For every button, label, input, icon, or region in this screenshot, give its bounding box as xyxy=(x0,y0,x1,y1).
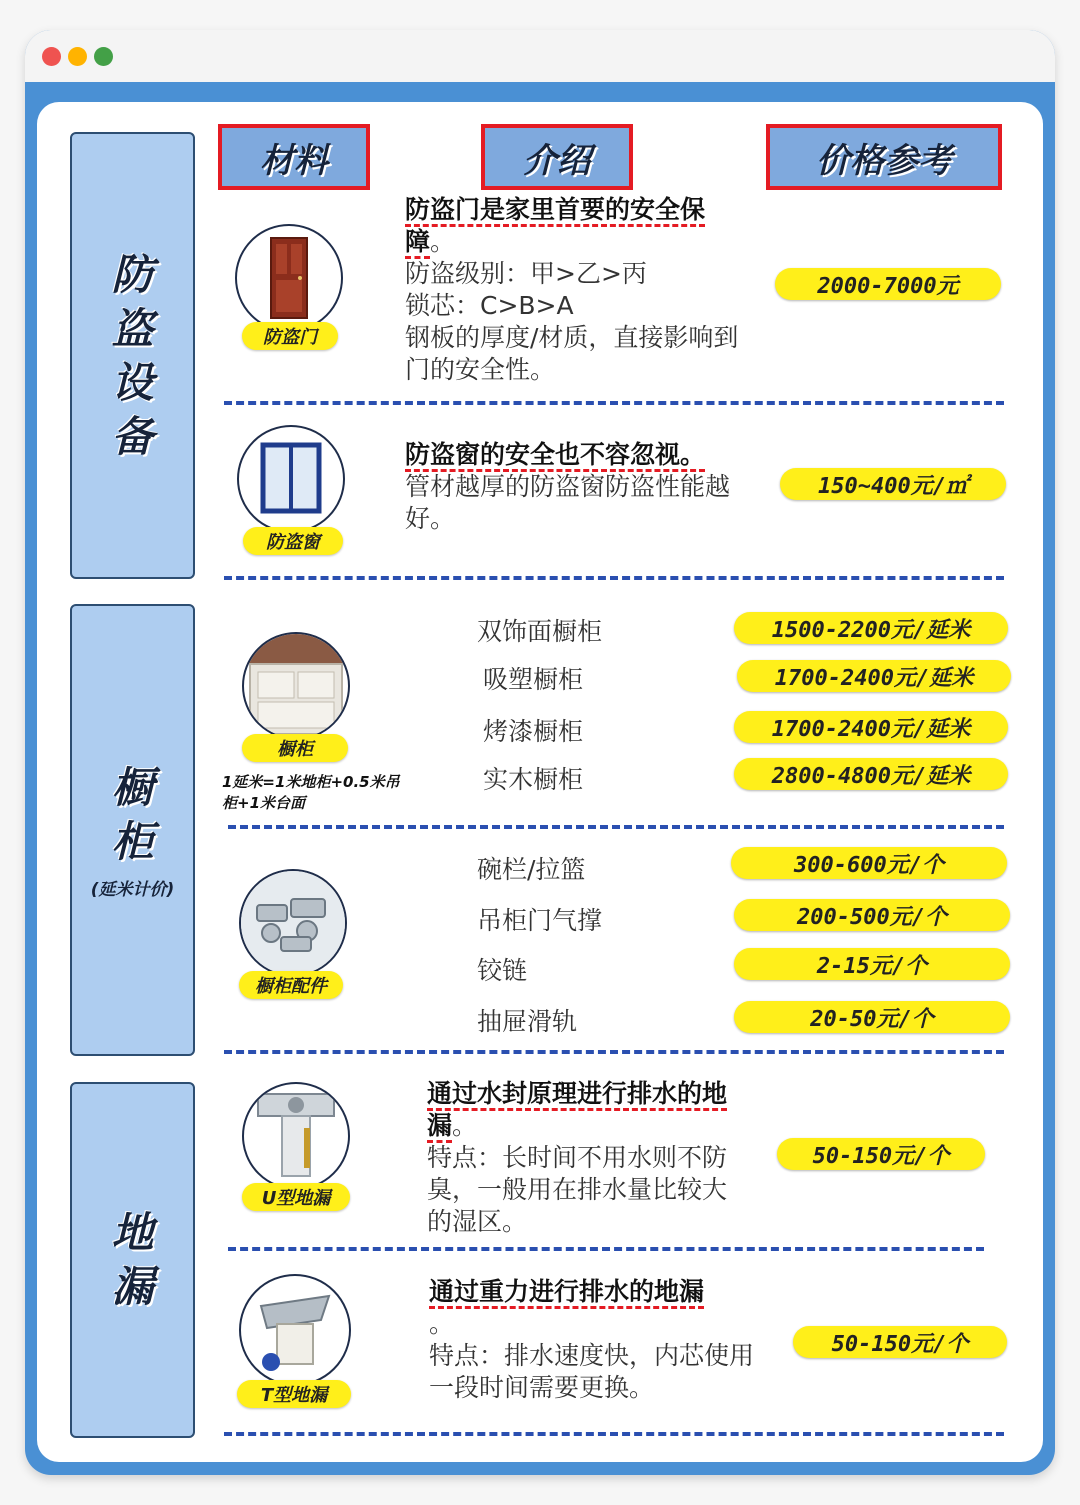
u-drain-icon xyxy=(244,1084,348,1188)
category-char: 漏 xyxy=(111,1262,154,1311)
cabinet-item-price: 1700-2400元/延米 xyxy=(734,711,1008,743)
t-drain-intro xyxy=(429,1276,754,1404)
u-drain-intro-period: 。 xyxy=(452,1111,478,1140)
accessories-label: 橱柜配件 xyxy=(239,971,343,999)
window-intro-text: 管材越厚的防盗窗防盗性能越好。 xyxy=(405,472,731,533)
u-drain-image xyxy=(242,1082,350,1190)
divider xyxy=(228,825,1004,829)
cabinet-item-name: 实木橱柜 xyxy=(483,765,584,794)
category-char: 设 xyxy=(111,357,154,407)
door-intro xyxy=(405,194,750,386)
divider xyxy=(224,1050,1004,1054)
t-drain-label: T型地漏 xyxy=(237,1380,351,1408)
divider xyxy=(224,1432,1004,1436)
door-intro-highlight: 防盗门是家里首要的安全保障 xyxy=(405,195,706,256)
category-char: 备 xyxy=(111,411,154,461)
cabinet-icon xyxy=(244,634,348,738)
u-drain-intro xyxy=(427,1078,747,1238)
minimize-dot-icon[interactable] xyxy=(68,47,87,66)
cabinet-item-price: 1700-2400元/延米 xyxy=(737,660,1011,692)
header-intro: 介绍 xyxy=(481,124,633,190)
accessory-item-name: 吊柜门气撑 xyxy=(477,906,603,935)
maximize-dot-icon[interactable] xyxy=(94,47,113,66)
category-char: 盗 xyxy=(111,303,154,353)
accessory-item-name: 抽屉滑轨 xyxy=(477,1007,578,1036)
window-price: 150~400元/㎡ xyxy=(780,468,1006,500)
door-image xyxy=(235,224,343,332)
accessory-item-name: 碗栏/拉篮 xyxy=(477,855,586,884)
category-note: (延米计价) xyxy=(90,879,175,900)
category-char: 防 xyxy=(111,249,154,299)
door-intro-line: 防盗级别：甲>乙>丙 xyxy=(405,259,647,288)
door-label: 防盗门 xyxy=(242,322,338,350)
window-intro-highlight: 防盗窗的安全也不容忽视。 xyxy=(405,440,706,469)
door-price: 2000-7000元 xyxy=(775,268,1001,300)
category-char: 橱 xyxy=(111,762,154,812)
t-drain-price: 50-150元/个 xyxy=(793,1326,1007,1358)
door-intro-line: 锁芯：C>B>A xyxy=(405,291,574,320)
cabinet-item-name: 吸塑橱柜 xyxy=(483,665,584,694)
t-drain-icon xyxy=(241,1276,349,1384)
cabinet-label: 橱柜 xyxy=(242,734,348,762)
header-price: 价格参考 xyxy=(766,124,1002,190)
hinge-icon xyxy=(241,871,345,975)
t-drain-intro-period: 。 xyxy=(429,1309,455,1338)
category-char: 地 xyxy=(111,1208,154,1257)
divider xyxy=(224,576,1004,580)
accessory-item-price: 2-15元/个 xyxy=(734,948,1010,980)
u-drain-price: 50-150元/个 xyxy=(777,1138,985,1170)
cabinet-unit-note: 1延米=1米地柜+0.5米吊柜+1米台面 xyxy=(222,773,400,812)
cabinet-item-name: 烤漆橱柜 xyxy=(483,717,584,746)
door-intro-line: 钢板的厚度/材质，直接影响到门的安全性。 xyxy=(405,323,739,384)
u-drain-intro-text: 特点：长时间不用水则不防臭，一般用在排水量比较大的湿区。 xyxy=(427,1143,728,1236)
title-bar xyxy=(25,30,1055,82)
door-icon xyxy=(237,226,341,330)
category-char: 柜 xyxy=(111,816,154,866)
cabinet-item-price: 1500-2200元/延米 xyxy=(734,612,1008,644)
t-drain-image xyxy=(239,1274,351,1386)
window-label: 防盗窗 xyxy=(243,527,343,555)
close-dot-icon[interactable] xyxy=(42,47,61,66)
content-panel xyxy=(37,102,1043,1462)
cabinet-item-name: 双饰面橱柜 xyxy=(477,617,603,646)
accessory-item-price: 200-500元/个 xyxy=(734,899,1010,931)
divider xyxy=(224,401,1004,405)
cabinet-item-price: 2800-4800元/延米 xyxy=(734,758,1008,790)
window-icon xyxy=(239,427,343,531)
door-intro-period: 。 xyxy=(430,227,456,256)
divider xyxy=(228,1247,984,1251)
cabinet-image xyxy=(242,632,350,740)
accessories-image xyxy=(239,869,347,977)
t-drain-intro-highlight: 通过重力进行排水的地漏 xyxy=(429,1277,705,1306)
header-material: 材料 xyxy=(218,124,370,190)
u-drain-label: U型地漏 xyxy=(242,1183,350,1211)
accessory-item-price: 300-600元/个 xyxy=(731,847,1007,879)
window-intro xyxy=(405,439,750,535)
window-image xyxy=(237,425,345,533)
category-security xyxy=(70,132,195,579)
accessory-item-name: 铰链 xyxy=(477,956,528,985)
category-cabinet xyxy=(70,604,195,1056)
category-drain xyxy=(70,1082,195,1438)
t-drain-intro-text: 特点：排水速度快，内芯使用一段时间需要更换。 xyxy=(429,1341,755,1402)
u-drain-intro-highlight: 通过水封原理进行排水的地漏 xyxy=(427,1079,728,1140)
accessory-item-price: 20-50元/个 xyxy=(734,1001,1010,1033)
